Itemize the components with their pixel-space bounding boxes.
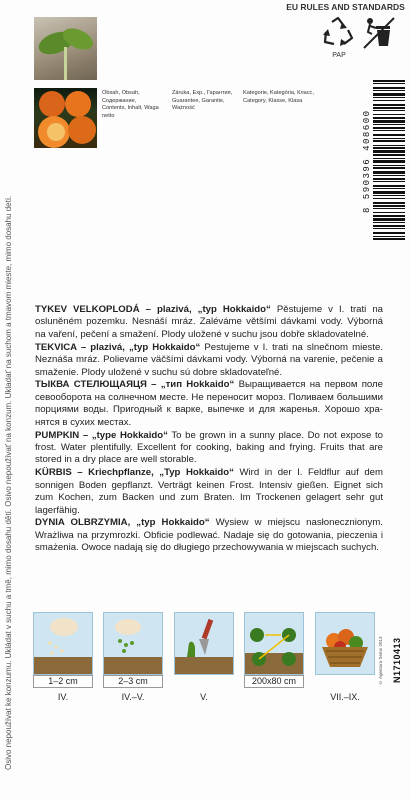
- eu-rules-header: EU RULES AND STANDARDS: [286, 2, 405, 12]
- recycling-symbols: [320, 16, 400, 66]
- seed-sowing-icon: [33, 612, 93, 675]
- pap-label: PAP: [332, 52, 346, 59]
- lot-code: N1710413: [392, 637, 402, 683]
- description-cz: TYKEV VELKOPLODÁ – plazivá, „typ Hokkaido“ Pěstujeme v I. trati na osluněném pozemku. Nesnáší mráz. Zaléváme většími dávkami vody. Výborná na vaření, pečení a smažení. Plody uložené v suchu jsou dobře skladovatelné.: [35, 304, 383, 340]
- description-sk: TEKVICA – plazivá, „typ Hokkaido“ Pestujeme v I. trati na slnečnom mieste. Neznáša mráz. Polievame väčšími dávkami vody. Výborná na varenie, pečenie a smaženie. Plody uložené v suchu sú dobre skladovateľné.: [35, 341, 384, 378]
- description-de: KÜRBIS – Kriechpflanze, „Typ Hokkaido“ Wird in der I. Feldflur auf dem sonnigen Boden gepflanzt. Verträgt keinen Frost. Intensiv gießen. Eignet sich zum Kochen, zum Backen und zum Braten. Im Trockenen gelagert sehr gut lagerfähig.: [35, 467, 383, 516]
- trash-bin-icon: [362, 16, 396, 50]
- description-block: [35, 304, 383, 555]
- plant-spacing: 200x80 cm: [244, 675, 304, 688]
- pumpkin-photo: [34, 88, 97, 148]
- trowel-planting-icon: [174, 612, 234, 675]
- description-en: PUMPKIN – „type Hokkaido“ To be grown in a sunny place. Do not expose to frost. Water plentifully. Excellent for cooking, baking and frying. Fruits that are stored in a dry place are well storable.: [35, 429, 384, 466]
- harvest-basket-icon: [315, 612, 375, 675]
- sowing-depth-2: 2–3 cm: [103, 675, 163, 688]
- side-notice: [3, 30, 15, 770]
- month-harvest: VII.–IX.: [330, 692, 360, 702]
- month-planting: V.: [200, 692, 208, 702]
- seed-depth-icon: [103, 612, 163, 675]
- plant-spacing-icon: [244, 612, 304, 675]
- category-label: Kategorie, Kategória, Класс, Category, Klasse, Klasa: [243, 90, 314, 104]
- recycle-icon: [320, 16, 356, 50]
- description-pl: DYNIA OLBRZYMIA, „typ Hokkaido“ Wysiew w miejscu nasłonecznionym. Wrażliwa na przymrozki. Obficie podlewać. Nadaje się do gotowania, pieczenia i smażenia. Owoce nadają się do długiego przechowywania w miejscach suchych.: [35, 517, 383, 554]
- contents-label: Obsah, Obsah, Содержание, Contents, Inhalt, Waga netto: [102, 90, 159, 119]
- month-sowing-2: IV.–V.: [121, 692, 145, 702]
- barcode-digits: 8 590396 408600: [362, 109, 372, 213]
- description-ru: ТЫКВА СТЕЛЮЩАЯЦЯ – „тип Hokkaido“ Выращивается на первом поле севооборота на солнечном месте. Не переносит мороз. Поливаем большими порциями воды. Пригодный к варке, выпечке и для жаренья. Хорошо хранятся в сухих местах.: [35, 379, 383, 428]
- barcode: [373, 80, 405, 242]
- month-sowing-1: IV.: [57, 692, 69, 702]
- copyright: © Agentura Semo 2013: [378, 636, 383, 685]
- seedling-photo: [34, 17, 97, 80]
- guarantee-label: Záruka, Exp., Гарантия, Guarantee, Garantie, Ważność: [172, 90, 233, 111]
- side-notice-text: Osivo nepoužívat ke konzumu. Ukládat v suchu a tmě, mimo dosahu dětí. Osivo nepoužívať na konzum. Ukladať na suchom a tmavom mieste, mimo dosahu detí.: [4, 195, 13, 770]
- sowing-depth-1: 1–2 cm: [33, 675, 93, 688]
- sowing-pictograms: [33, 612, 375, 712]
